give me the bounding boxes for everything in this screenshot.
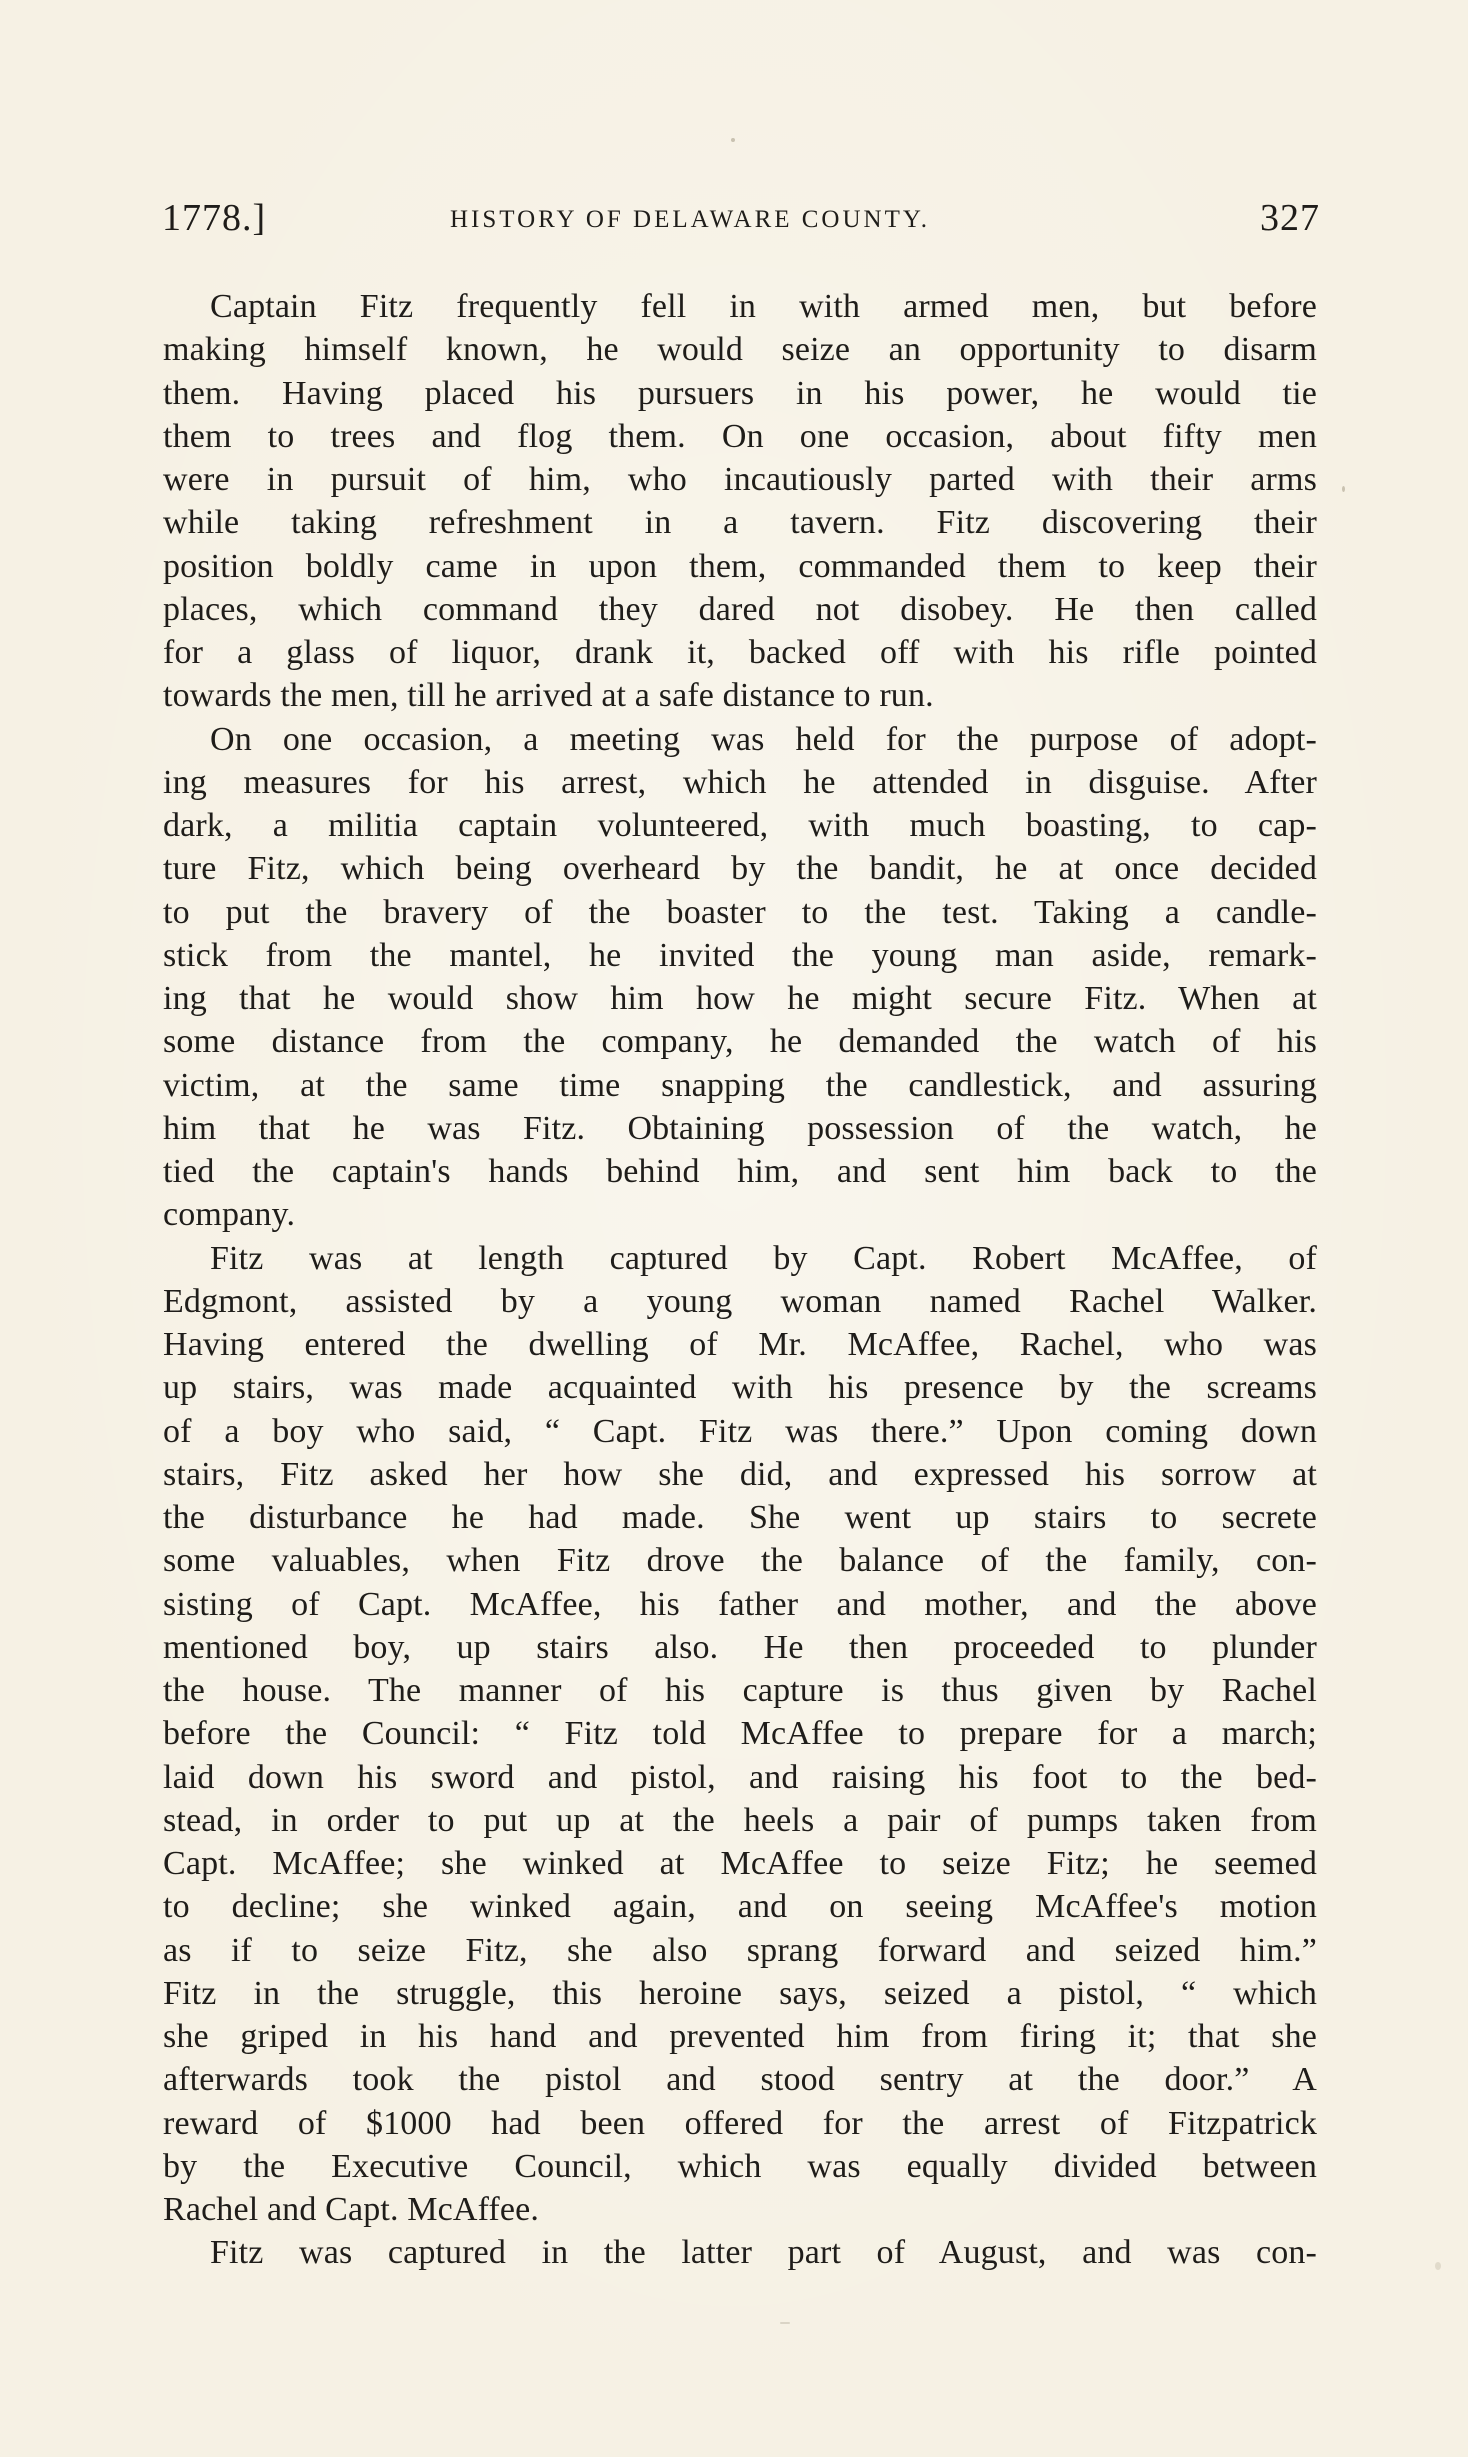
text-line: as if to seize Fitz, she also sprang forward and seized him.” [163,1931,1317,1969]
text-line: were in pursuit of him, who incautiously parted with their arms [163,461,1317,498]
text-line: Captain Fitz frequently fell in with armed men, but before [210,288,1317,325]
text-line: ture Fitz, which being overheard by the bandit, he at once decided [163,850,1317,888]
text-line: him that he was Fitz. Obtaining possession of the watch, he [163,1109,1317,1147]
text-line: she griped in his hand and prevented him from firing it; that she [163,2018,1317,2055]
text-line: position boldly came in upon them, commanded them to keep their [163,547,1317,585]
paper-speck [1342,486,1345,492]
text-line: the house. The manner of his capture is thus given by Rachel [163,1672,1317,1709]
text-line: to decline; she winked again, and on seeing McAffee's motion [163,1888,1317,1926]
text-line: by the Executive Council, which was equally divided between [163,2147,1317,2185]
text-line: reward of $1000 had been offered for the arrest of Fitzpatrick [163,2104,1317,2142]
text-line: while taking refreshment in a tavern. Fitz discovering their [163,504,1317,542]
text-line: to put the bravery of the boaster to the test. Taking a candle- [163,893,1317,931]
text-line: Fitz was at length captured by Capt. Robert McAffee, of [210,1239,1317,1277]
text-line: them. Having placed his pursuers in his power, he would tie [163,374,1317,412]
text-line: On one occasion, a meeting was held for the purpose of adopt- [210,720,1317,758]
text-line: dark, a militia captain volunteered, with much boasting, to cap- [163,807,1317,844]
text-line: Fitz was captured in the latter part of August, and was con- [210,2234,1317,2272]
text-line: Fitz in the struggle, this heroine says, seized a pistol, “ which [163,1974,1317,2012]
text-line: the disturbance he had made. She went up stairs to secrete [163,1499,1317,1536]
text-line: sisting of Capt. McAffee, his father and mother, and the above [163,1585,1317,1623]
text-line: some distance from the company, he demanded the watch of his [163,1023,1317,1061]
header-year: 1778.] [162,197,267,239]
text-line: stick from the mantel, he invited the young man aside, remark- [163,936,1317,974]
text-line: before the Council: “ Fitz told McAffee to prepare for a march; [163,1715,1317,1753]
text-line: tied the captain's hands behind him, and sent him back to the [163,1153,1317,1190]
text-line: of a boy who said, “ Capt. Fitz was there.” Upon coming down [163,1412,1317,1450]
paper-speck [1435,2262,1441,2270]
text-line: for a glass of liquor, drank it, backed off with his rifle pointed [163,634,1317,671]
paper-speck [731,138,735,142]
text-line: stairs, Fitz asked her how she did, and expressed his sorrow at [163,1455,1317,1493]
text-line: ing measures for his arrest, which he attended in disguise. After [163,763,1317,801]
text-line: making himself known, he would seize an opportunity to disarm [163,331,1317,369]
text-line: laid down his sword and pistol, and raising his foot to the bed- [163,1758,1317,1796]
text-line: towards the men, till he arrived at a safe distance to run. [163,677,934,715]
paper-speck [780,2322,790,2324]
text-line: mentioned boy, up stairs also. He then proceeded to plunder [163,1628,1317,1666]
text-line: stead, in order to put up at the heels a pair of pumps taken from [163,1801,1317,1839]
text-line: afterwards took the pistol and stood sentry at the door.” A [163,2061,1317,2099]
running-head [162,196,1320,246]
page-number: 327 [1260,197,1320,239]
text-line: some valuables, when Fitz drove the balance of the family, con- [163,1542,1317,1580]
text-line: Capt. McAffee; she winked at McAffee to seize Fitz; he seemed [163,1845,1317,1882]
text-line: Edgmont, assisted by a young woman named Rachel Walker. [163,1282,1317,1320]
text-line: victim, at the same time snapping the candlestick, and assuring [163,1066,1317,1104]
text-line: company. [163,1196,296,1234]
text-line: places, which command they dared not disobey. He then called [163,590,1317,628]
text-line: up stairs, was made acquainted with his presence by the screams [163,1369,1317,1407]
text-line: ing that he would show him how he might secure Fitz. When at [163,980,1317,1017]
body-text [163,285,1317,2275]
text-line: Having entered the dwelling of Mr. McAffee, Rachel, who was [163,1326,1317,1363]
text-line: them to trees and flog them. On one occasion, about fifty men [163,417,1317,455]
header-title: HISTORY OF DELAWARE COUNTY. [450,206,930,233]
text-line: Rachel and Capt. McAffee. [163,2191,540,2228]
